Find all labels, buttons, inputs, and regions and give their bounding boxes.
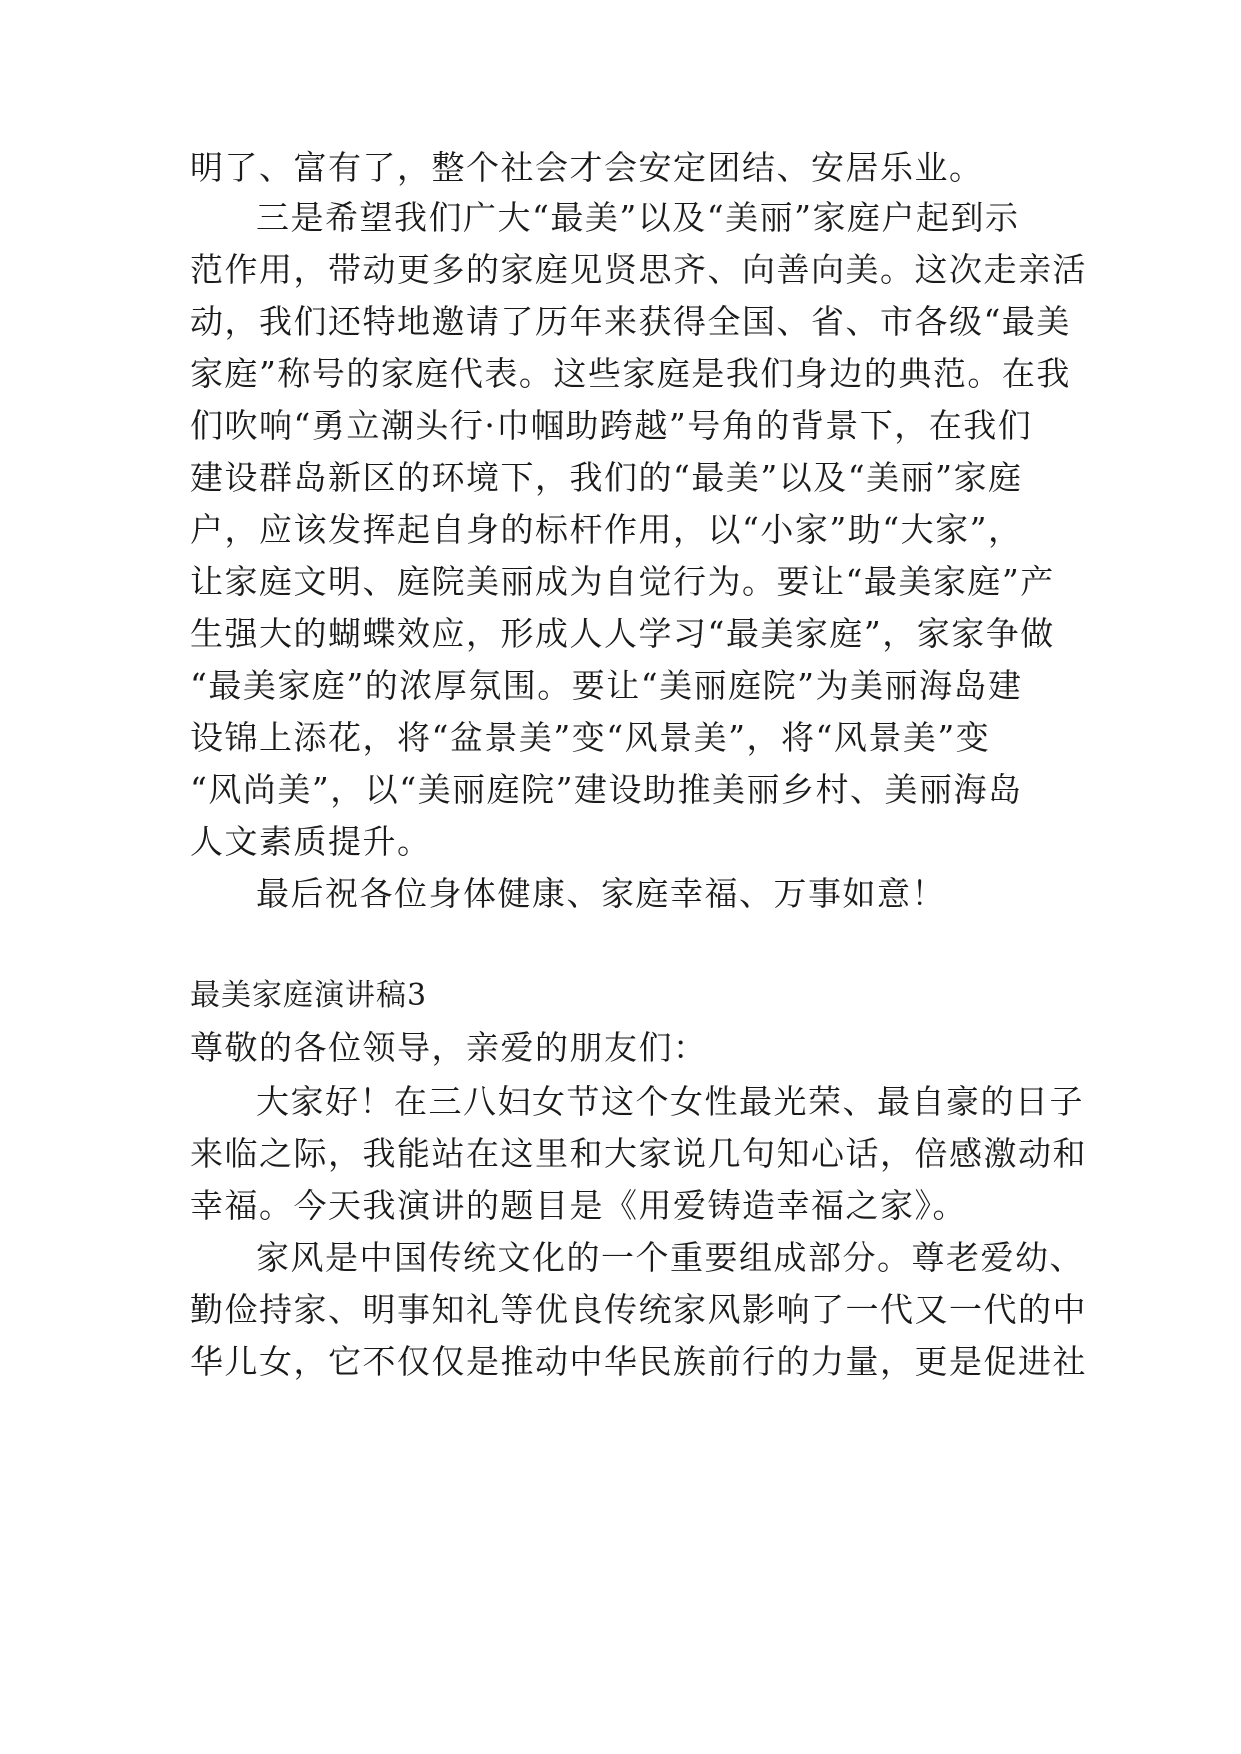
paragraph-line: 大家好！在三八妇女节这个女性最光荣、最自豪的日子 [256, 1082, 1084, 1121]
paragraph-line: 幸福。今天我演讲的题目是《用爱铸造幸福之家》。 [190, 1186, 967, 1225]
paragraph-line: 最后祝各位身体健康、家庭幸福、万事如意！ [256, 874, 946, 913]
paragraph-line: 家风是中国传统文化的一个重要组成部分。尊老爱幼、 [256, 1238, 1084, 1277]
paragraph-line: 华儿女，它不仅仅是推动中华民族前行的力量，更是促进社 [190, 1342, 1087, 1381]
paragraph-line: 三是希望我们广大“最美”以及“美丽”家庭户起到示 [256, 198, 1020, 237]
paragraph-line: 户，应该发挥起自身的标杆作用，以“小家”助“大家”， [190, 510, 1023, 549]
paragraph-line: 家庭”称号的家庭代表。这些家庭是我们身边的典范。在我 [190, 354, 1071, 393]
paragraph-line: 来临之际，我能站在这里和大家说几句知心话，倍感激动和 [190, 1134, 1087, 1173]
paragraph-line: “最美家庭”的浓厚氛围。要让“美丽庭院”为美丽海岛建 [190, 666, 1023, 705]
paragraph-line: “风尚美”，以“美丽庭院”建设助推美丽乡村、美丽海岛 [190, 770, 1023, 809]
paragraph-line: 人文素质提升。 [190, 822, 432, 861]
paragraph-line: 勤俭持家、明事知礼等优良传统家风影响了一代又一代的中 [190, 1290, 1087, 1329]
paragraph-line: 动，我们还特地邀请了历年来获得全国、省、市各级“最美 [190, 302, 1071, 341]
salutation: 尊敬的各位领导，亲爱的朋友们： [190, 1028, 708, 1067]
paragraph-line: 们吹响“勇立潮头行·巾帼助跨越”号角的背景下，在我们 [190, 406, 1033, 445]
paragraph-line: 让家庭文明、庭院美丽成为自觉行为。要让“最美家庭”产 [190, 562, 1055, 601]
paragraph-line: 生强大的蝴蝶效应，形成人人学习“最美家庭”，家家争做 [190, 614, 1055, 653]
paragraph-line: 设锦上添花，将“盆景美”变“风景美”，将“风景美”变 [190, 718, 991, 757]
paragraph-line: 范作用，带动更多的家庭见贤思齐、向善向美。这次走亲活 [190, 250, 1087, 289]
paragraph-line: 建设群岛新区的环境下，我们的“最美”以及“美丽”家庭 [190, 458, 1023, 497]
paragraph-line: 明了、富有了，整个社会才会安定团结、安居乐业。 [190, 148, 984, 187]
section-heading: 最美家庭演讲稿3 [190, 978, 428, 1013]
